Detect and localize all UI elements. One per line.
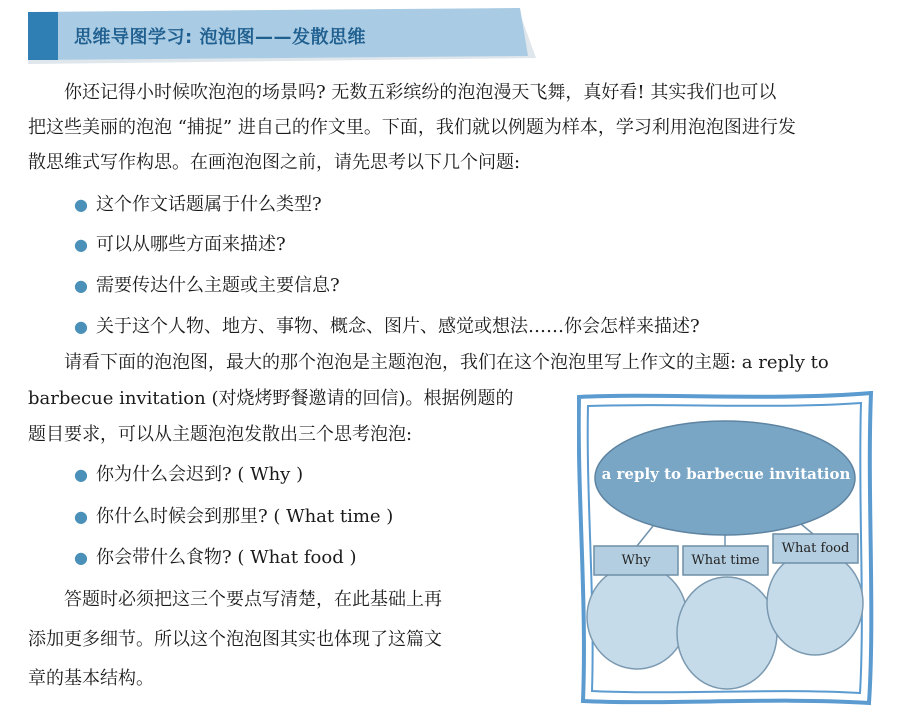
bullet-dot-icon: ●	[74, 276, 88, 295]
question-text: 需要传达什么主题或主要信息?	[95, 275, 340, 296]
sub-bubble-label-why: Why	[621, 553, 651, 568]
main-bubble-label: a reply to barbecue invitation	[601, 465, 851, 483]
conclusion-line-1: 答题时必须把这三个要点写清楚，在此基础上再	[64, 589, 442, 610]
conclusion-line-2: 添加更多细节。所以这个泡泡图其实也体现了这篇文	[28, 629, 442, 650]
sub-bubble-label-what-time: What time	[691, 553, 760, 568]
question-text: 可以从哪些方面来描述?	[95, 234, 286, 255]
para2-line-3: 题目要求，可以从主题泡泡发散出三个思考泡泡:	[28, 424, 413, 445]
bullet-dot-icon: ●	[74, 317, 88, 336]
question-item	[74, 191, 322, 219]
bullet-dot-icon: ●	[74, 195, 88, 214]
question-text: 关于这个人物、地方、事物、概念、图片、感觉或想法……你会怎样来描述?	[95, 316, 700, 337]
section-banner	[28, 8, 536, 64]
sub-bubble-item	[74, 503, 393, 531]
intro-line-3: 散思维式写作构思。在画泡泡图之前，请先思考以下几个问题:	[28, 152, 521, 173]
sub-bubble-text: 你会带什么食物? ( What food )	[95, 547, 357, 568]
intro-line-2: 把这些美丽的泡泡 “捕捉” 进自己的作文里。下面，我们就以例题为样本，学习利用泡泡图进行发	[28, 117, 796, 138]
bullet-dot-icon: ●	[74, 465, 88, 484]
banner-accent-block	[28, 12, 58, 60]
para2-line-2: barbecue invitation (对烧烤野餐邀请的回信)。根据例题的	[28, 388, 514, 409]
question-text: 这个作文话题属于什么类型?	[95, 194, 322, 215]
intro-line-1: 你还记得小时候吹泡泡的场景吗? 无数五彩缤纷的泡泡漫天飞舞，真好看! 其实我们也可以	[64, 82, 777, 103]
sub-bubble-text: 你为什么会迟到? ( Why )	[95, 464, 304, 485]
bullet-dot-icon: ●	[74, 548, 88, 567]
sub-bubble-text: 你什么时候会到那里? ( What time )	[95, 506, 394, 527]
bubble-map-diagram	[577, 391, 875, 707]
bullet-dot-icon: ●	[74, 235, 88, 254]
para2-line-1: 请看下面的泡泡图，最大的那个泡泡是主题泡泡，我们在这个泡泡里写上作文的主题: a reply to	[64, 352, 829, 373]
question-item	[74, 231, 286, 259]
sub-bubble-what-food	[767, 551, 863, 655]
question-item	[74, 272, 340, 300]
sub-bubble-why	[587, 565, 687, 669]
sub-bubble-item	[74, 544, 356, 572]
bullet-dot-icon: ●	[74, 507, 88, 526]
conclusion-line-3: 章的基本结构。	[28, 668, 154, 689]
sub-bubble-item	[74, 461, 303, 489]
question-item	[74, 313, 700, 341]
sub-bubble-what-time	[677, 577, 777, 689]
sub-bubble-label-what-food: What food	[781, 541, 850, 556]
section-title: 思维导图学习: 泡泡图——发散思维	[74, 27, 366, 48]
